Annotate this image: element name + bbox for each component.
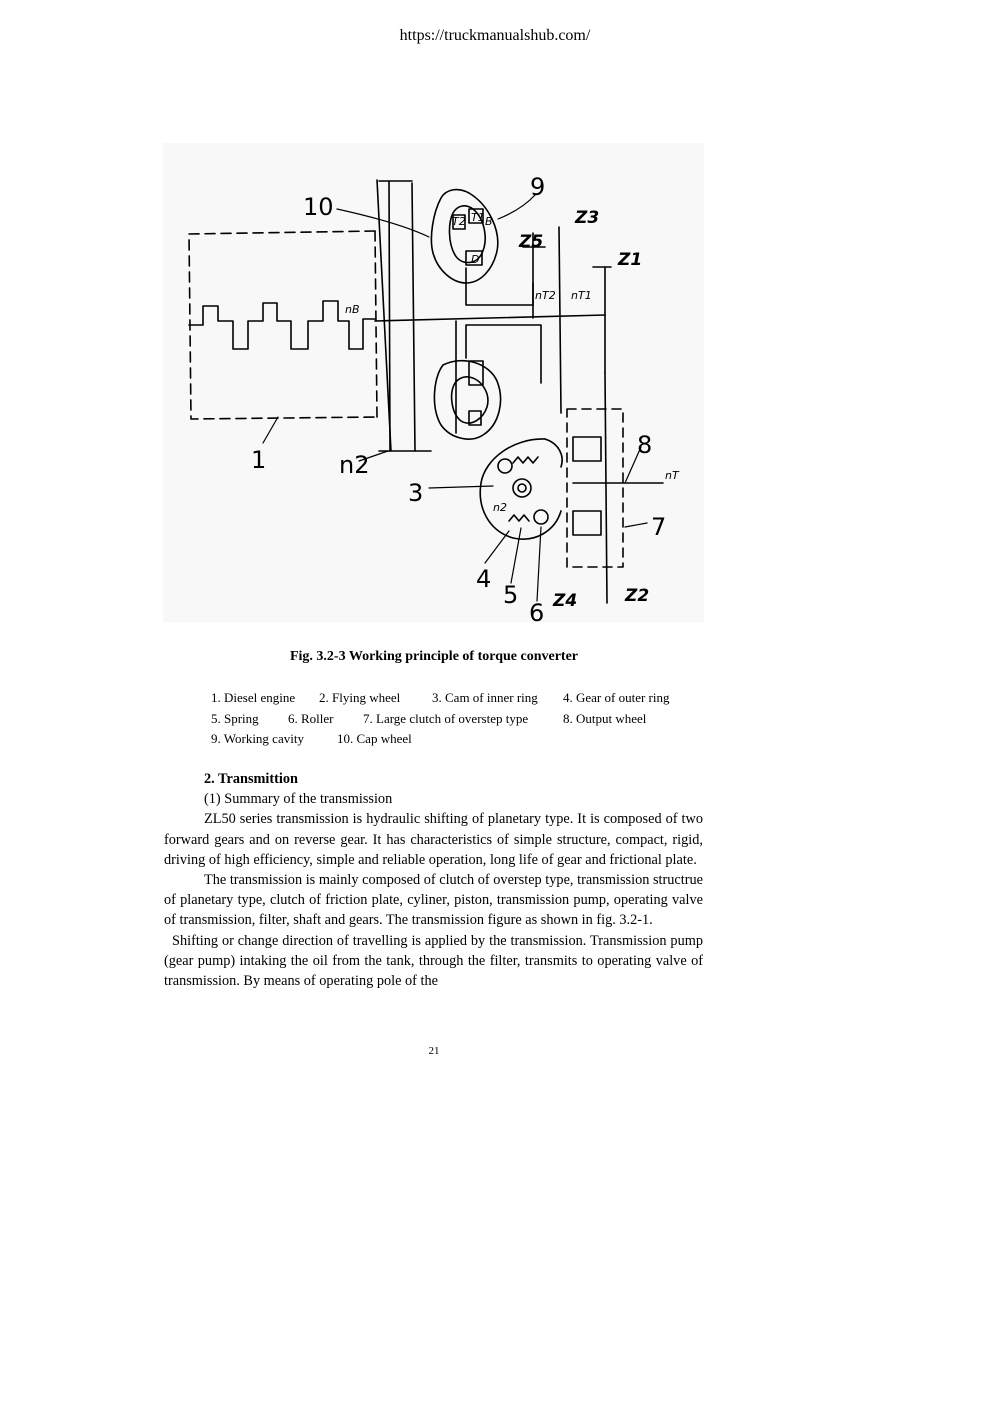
legend-item: 5. Spring (211, 710, 259, 726)
legend-item: 7. Large clutch of overstep type (363, 710, 529, 726)
figure-legend (211, 688, 670, 750)
header-url: https://truckmanualshub.com/ (399, 27, 591, 44)
legend-item: 2. Flying wheel (319, 690, 401, 705)
legend-item: 1. Diesel engine (211, 690, 296, 705)
paragraph: The transmission is mainly composed of clutch of overstep type, transmission structrue of planetary type, clutch of friction plate, cyliner, piston, transmission pump, operating valve of transmission, filter, shaft and gears. The transmission figure as shown in fig. 3.2-1. (164, 872, 703, 929)
legend-item: 10. Cap wheel (337, 731, 412, 746)
paragraph: Shifting or change direction of travelling is applied by the transmission. Transmission pump (gear pump) intaking the oil from the tank, through the filter, transmits to operating valve of transmission. By means of operating pole of the (164, 932, 703, 990)
large-clutch-box (567, 409, 623, 567)
subsection-heading: (1) Summary of the transmission (204, 791, 393, 808)
label-2: n2 (339, 451, 370, 479)
label-nb: nB (345, 303, 360, 316)
label-5: 5 (503, 581, 519, 609)
legend-item: 9. Working cavity (211, 731, 304, 746)
label-d: D (471, 253, 480, 266)
label-z5: Z5 (519, 232, 544, 252)
label-6: 6 (529, 599, 545, 622)
working-cavity-upper (431, 190, 533, 305)
label-3: 3 (408, 479, 424, 507)
section-transmission (164, 769, 703, 991)
label-z4: Z4 (553, 591, 578, 611)
label-z3: Z3 (575, 208, 600, 228)
label-b: B (485, 215, 493, 228)
legend-row (211, 688, 670, 709)
label-n2: n2 (493, 501, 507, 514)
label-8: 8 (637, 431, 653, 459)
legend-item: 3. Cam of inner ring (432, 690, 538, 705)
label-z1: Z1 (618, 250, 643, 270)
label-t1: T1 (471, 211, 485, 224)
legend-row (211, 709, 670, 730)
label-t2: T2 (452, 215, 466, 228)
legend-item: 8. Output wheel (563, 710, 647, 726)
label-nt2: nT2 (535, 289, 556, 302)
overstep-clutch (480, 439, 562, 539)
label-10: 10 (303, 193, 334, 221)
legend-row (211, 729, 670, 750)
torque-converter-diagram (163, 143, 704, 622)
label-1: 1 (251, 446, 267, 474)
section-heading: 2. Transmittion (204, 771, 298, 787)
label-nt: nT (665, 469, 679, 482)
output-wheel (573, 373, 607, 603)
label-9: 9 (530, 173, 546, 201)
label-4: 4 (476, 565, 492, 593)
label-7: 7 (651, 513, 667, 541)
working-cavity-lower (434, 325, 541, 439)
legend-item: 4. Gear of outer ring (563, 690, 670, 705)
figure-caption: Fig. 3.2-3 Working principle of torque converter (289, 649, 578, 664)
label-nt1: nT1 (571, 289, 592, 302)
label-z2: Z2 (625, 586, 650, 606)
legend-item: 6. Roller (288, 710, 334, 726)
paragraph: ZL50 series transmission is hydraulic shifting of planetary type. It is composed of two forward gears and on reverse gear. It has characteristics of simple structure, compact, rigid, driving of high efficiency, simple and reliable operation, long life of gear and frictional plate. (164, 811, 703, 868)
page-number: 21 (428, 1045, 440, 1057)
